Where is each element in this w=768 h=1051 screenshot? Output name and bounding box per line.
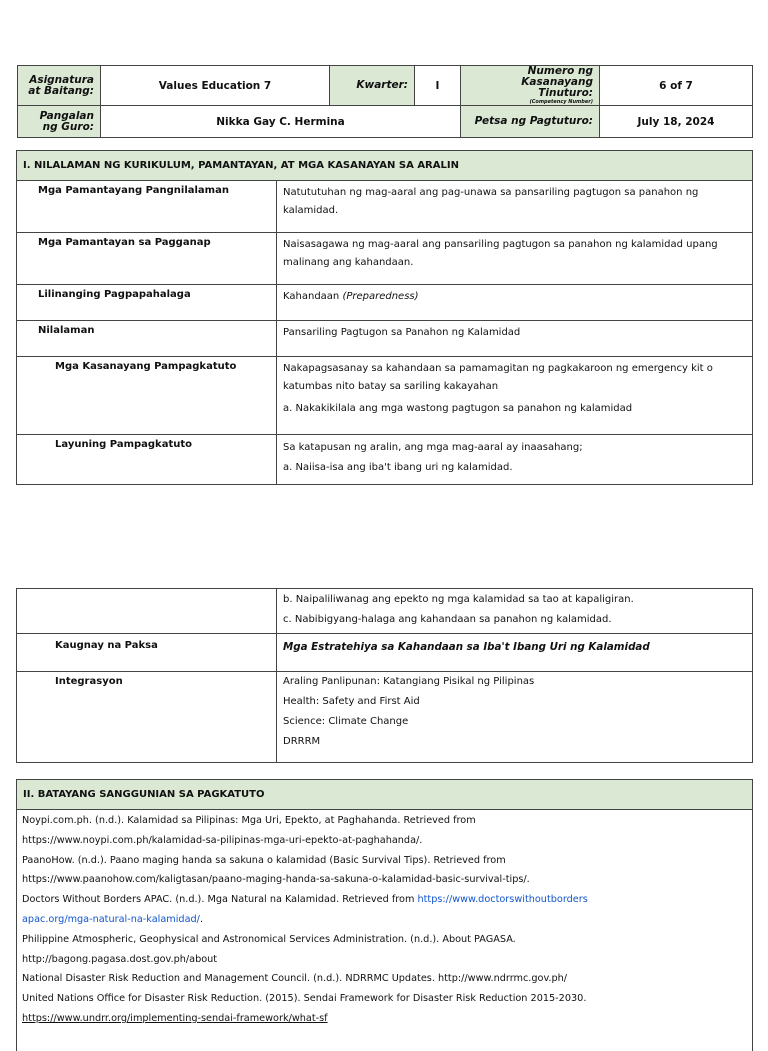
- competency-label-cell: [461, 66, 600, 106]
- row-label-content: Nilalaman: [17, 321, 277, 357]
- objective-a: a. Naiisa-isa ang iba't ibang uri ng kalamidad.: [283, 459, 746, 477]
- row-value-performance-standard: Naisasagawa ng mag-aaral ang pansariling pagtugon sa panahon ng kalamidad upang malinang ang kahandaan.: [277, 233, 753, 285]
- section2-title: II. BATAYANG SANGGUNIAN SA PAGKATUTO: [17, 780, 753, 810]
- subject-label: Asignatura at Baitang:: [18, 66, 101, 106]
- reference-line: apac.org/mga-natural-na-kalamidad/.: [22, 910, 746, 930]
- date-value: July 18, 2024: [600, 106, 753, 138]
- row-label-objectives: Layuning Pampagkatuto: [17, 435, 277, 485]
- quarter-label: Kwarter:: [330, 66, 415, 106]
- references-table: [16, 779, 753, 1051]
- integration-item: DRRRM: [283, 732, 746, 752]
- row-label-performance-standard: Mga Pamantayan sa Pagganap: [17, 233, 277, 285]
- header-table: [17, 65, 753, 138]
- objective-c: c. Nabibigyang-halaga ang kahandaan sa panahon ng kalamidad.: [283, 610, 746, 630]
- quarter-value: I: [415, 66, 461, 106]
- undrr-link[interactable]: https://www.undrr.org/implementing-sendai-framework/what-sf: [22, 1009, 746, 1029]
- row-label-values: Lilinanging Pagpapahalaga: [17, 285, 277, 321]
- integration-item: Science: Climate Change: [283, 712, 746, 732]
- row-value-objectives: [277, 435, 753, 485]
- row-label-related-topic: Kaugnay na Paksa: [17, 634, 277, 672]
- reference-line: United Nations Office for Disaster Risk Reduction. (2015). Sendai Framework for Disaster Risk Reduction 2015-2030.: [22, 989, 746, 1009]
- date-label: Petsa ng Pagtuturo:: [461, 106, 600, 138]
- objective-b: b. Naipaliliwanag ang epekto ng mga kalamidad sa tao at kapaligiran.: [283, 590, 746, 610]
- dwb-link-cont[interactable]: apac.org/mga-natural-na-kalamidad/: [22, 914, 200, 925]
- row-label-integration: Integrasyon: [17, 672, 277, 763]
- row-value-values: Kahandaan (Preparedness): [277, 285, 753, 321]
- competency-sub: (Competency Number): [467, 99, 593, 105]
- reference-line: Doctors Without Borders APAC. (n.d.). Mga Natural na Kalamidad. Retrieved from https://www.doctorswithoutborders: [22, 890, 746, 910]
- objectives-intro: Sa katapusan ng aralin, ang mga mag-aaral ay inaasahang;: [283, 439, 746, 457]
- competency-label: Numero ng Kasanayang Tinuturo:: [521, 65, 593, 99]
- reference-line: http://bagong.pagasa.dost.gov.ph/about: [22, 950, 746, 970]
- reference-line: Noypi.com.ph. (n.d.). Kalamidad sa Pilipinas: Mga Uri, Epekto, at Paghahanda. Retrieved from: [22, 811, 746, 831]
- teacher-value: Nikka Gay C. Hermina: [101, 106, 461, 138]
- row-label-content-standard: Mga Pamantayang Pangnilalaman: [17, 181, 277, 233]
- row-value-content: Pansariling Pagtugon sa Panahon ng Kalamidad: [277, 321, 753, 357]
- reference-line: PaanoHow. (n.d.). Paano maging handa sa sakuna o kalamidad (Basic Survival Tips). Retrieved from: [22, 851, 746, 871]
- empty-label-cell: [17, 589, 277, 634]
- integration-item: Araling Panlipunan: Katangiang Pisikal ng Pilipinas: [283, 672, 746, 692]
- teacher-label: Pangalan ng Guro:: [18, 106, 101, 138]
- reference-line: https://www.paanohow.com/kaligtasan/paano-maging-handa-sa-sakuna-o-kalamidad-basic-survival-tips/.: [22, 870, 746, 890]
- curriculum-table-continued: [16, 588, 753, 763]
- objectives-continued: [277, 589, 753, 634]
- section1-title: I. NILALAMAN NG KURIKULUM, PAMANTAYAN, AT MGA KASANAYAN SA ARALIN: [17, 151, 753, 181]
- row-value-content-standard: Natututuhan ng mag-aaral ang pag-unawa sa pansariling pagtugon sa panahon ng kalamidad.: [277, 181, 753, 233]
- row-value-integration: [277, 672, 753, 763]
- dwb-link[interactable]: https://www.doctorswithoutborders: [417, 894, 587, 905]
- references-list: [17, 810, 753, 1051]
- row-label-competencies: Mga Kasanayang Pampagkatuto: [17, 357, 277, 435]
- reference-line: Philippine Atmospheric, Geophysical and Astronomical Services Administration. (n.d.). About PAGASA.: [22, 930, 746, 950]
- competency-value: 6 of 7: [600, 66, 753, 106]
- row-value-related-topic: Mga Estratehiya sa Kahandaan sa Iba't Ibang Uri ng Kalamidad: [277, 634, 753, 672]
- row-value-competencies: [277, 357, 753, 435]
- integration-item: Health: Safety and First Aid: [283, 692, 746, 712]
- reference-line: National Disaster Risk Reduction and Management Council. (n.d.). NDRRMC Updates. http://www.ndrrmc.gov.ph/: [22, 969, 746, 989]
- subject-value: Values Education 7: [101, 66, 330, 106]
- preparedness-italic: (Preparedness): [342, 291, 418, 302]
- competency-item-a: a. Nakakikilala ang mga wastong pagtugon sa panahon ng kalamidad: [283, 400, 746, 418]
- reference-line: https://www.noypi.com.ph/kalamidad-sa-pilipinas-mga-uri-epekto-at-paghahanda/.: [22, 831, 746, 851]
- curriculum-table: [16, 150, 753, 485]
- competency-text: Nakapagsasanay sa kahandaan sa pamamagitan ng pagkakaroon ng emergency kit o katumbas nito batay sa sariling kakayahan: [283, 360, 746, 396]
